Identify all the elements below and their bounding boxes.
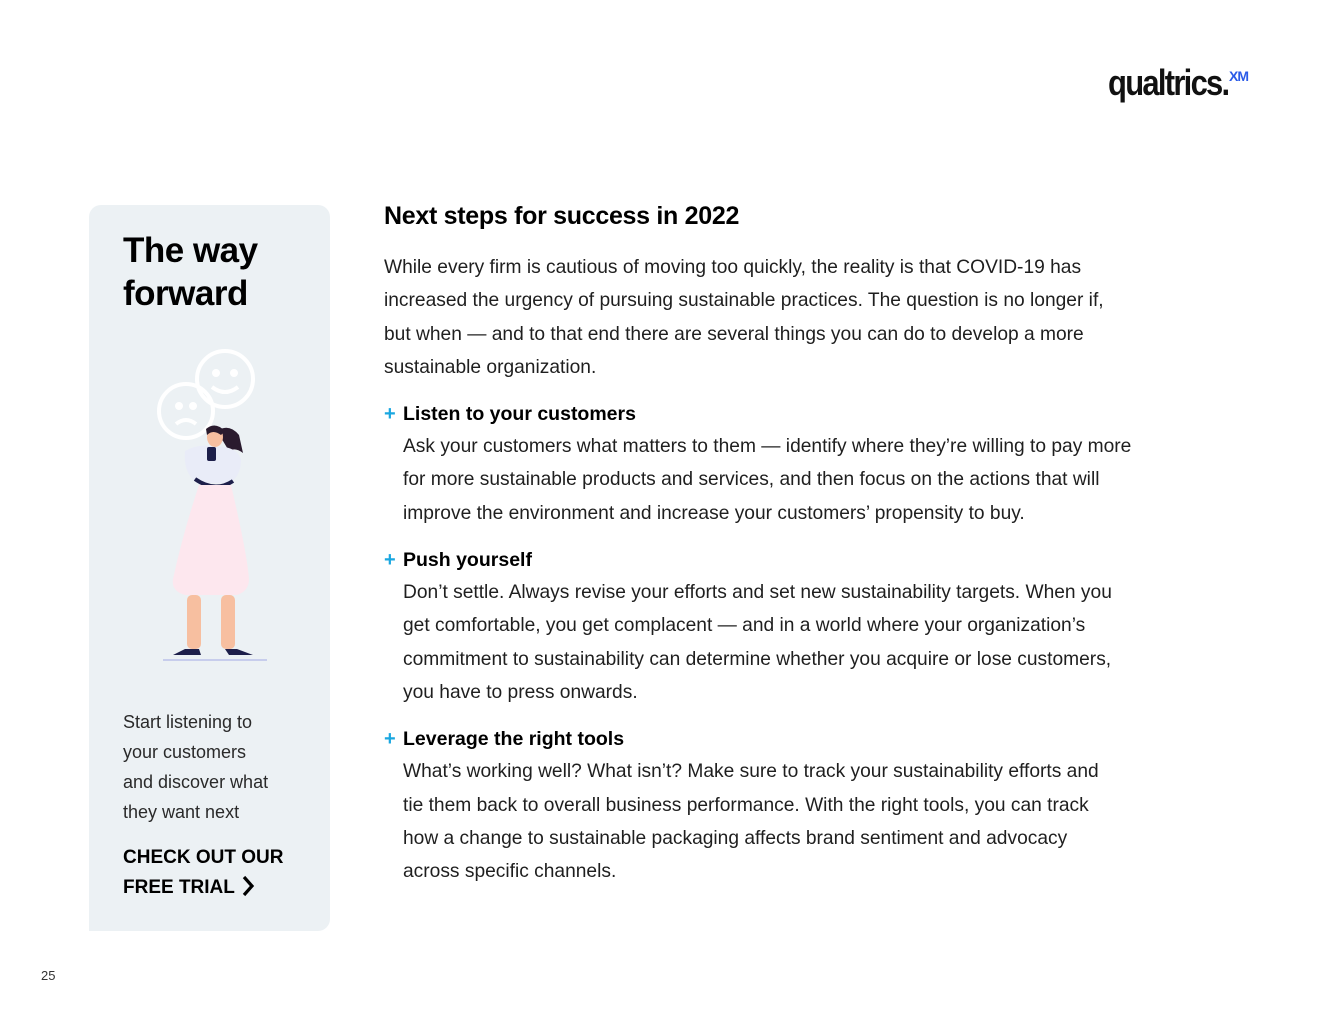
step-line: Don’t settle. Always revise your efforts and set new sustainability targets. When you [403,582,1112,604]
sidebar-blurb [123,707,313,827]
step-push [384,544,1234,709]
sidebar-title-line: The way [123,231,258,270]
happy-face-icon [197,351,253,407]
logo-wordmark: qualtrics. [1108,62,1229,103]
sidebar-title [123,229,258,315]
step-line: across specific channels. [403,861,617,883]
intro-paragraph [384,251,1204,384]
sidebar-title-line: forward [123,274,248,313]
step-title: Listen to your customers [403,403,636,426]
step-line: get comfortable, you get complacent — and in a world where your organization’s [403,615,1086,637]
step-line: Ask your customers what matters to them — identify where they’re willing to pay more [403,436,1132,458]
step-line: for more sustainable products and services, and then focus on the actions that will [403,469,1100,491]
step-line: commitment to sustainability can determine whether you acquire or lose customers, [403,648,1112,670]
sidebar-blurb-line: they want next [123,802,240,822]
intro-line: sustainable organization. [384,356,597,378]
woman-with-phone-illustration [149,343,279,663]
free-trial-link[interactable] [123,843,323,903]
sidebar-panel [89,205,330,931]
sidebar-blurb-line: and discover what [123,772,269,792]
step-title: Push yourself [403,549,532,572]
sidebar-blurb-line: Start listening to [123,712,253,732]
page-number: 25 [41,968,56,983]
step-body [403,576,1228,709]
plus-icon: + [384,403,396,426]
sad-face-icon [159,384,213,438]
qualtrics-logo [1108,62,1258,110]
step-line: how a change to sustainable packaging affects brand sentiment and advocacy [403,827,1068,849]
plus-icon: + [384,728,396,751]
step-body [403,755,1228,888]
step-line: What’s working well? What isn’t? Make sure to track your sustainability efforts and [403,761,1099,783]
step-line: improve the environment and increase your customers’ propensity to buy. [403,502,1025,524]
intro-line: While every firm is cautious of moving too quickly, the reality is that COVID-19 has [384,257,1082,278]
step-listen [384,398,1234,530]
intro-line: increased the urgency of pursuing sustainable practices. The question is no longer if, [384,290,1104,312]
step-line: you have to press onwards. [403,681,638,703]
sidebar-blurb-line: your customers [123,742,247,762]
step-body [403,430,1228,530]
page-title: Next steps for success in 2022 [384,202,740,230]
chevron-right-icon [241,875,255,897]
cta-line: CHECK OUT OUR [123,847,284,868]
step-title: Leverage the right tools [403,728,625,751]
plus-icon: + [384,549,396,572]
intro-line: but when — and to that end there are several things you can do to develop a more [384,323,1084,345]
main-content [384,200,1234,888]
step-line: tie them back to overall business performance. With the right tools, you can track [403,794,1089,816]
cta-line: FREE TRIAL [123,877,235,898]
step-tools [384,723,1234,888]
logo-xm-badge: XM [1229,68,1248,84]
